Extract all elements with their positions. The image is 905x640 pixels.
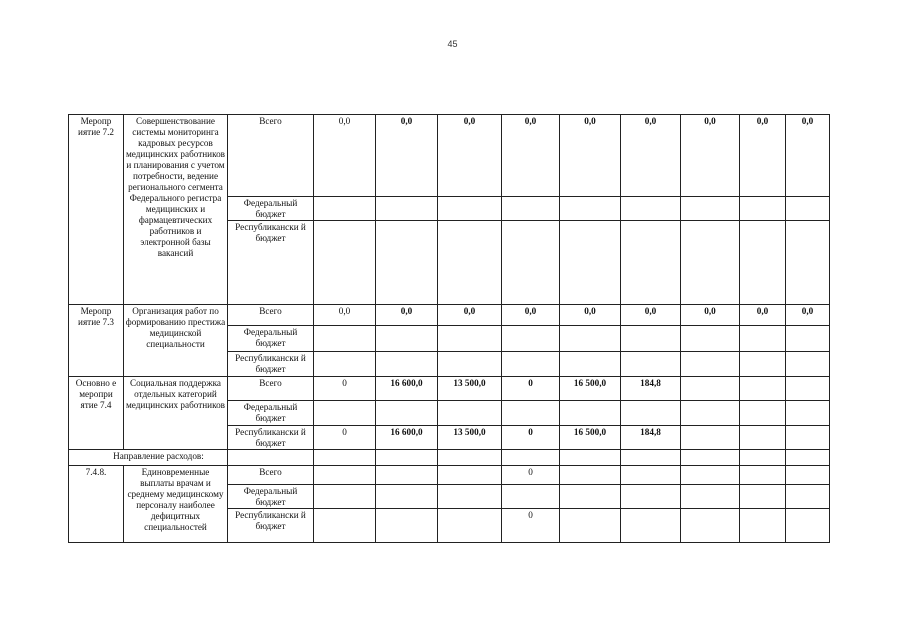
value-cell: 0: [502, 509, 560, 543]
value-cell: 184,8: [621, 377, 681, 401]
source-total: Всего: [228, 466, 314, 485]
source-republic: Республикански й бюджет: [228, 221, 314, 305]
row-code: 7.4.8.: [69, 466, 124, 543]
value-cell: 0: [502, 466, 560, 485]
value-cell: 0,0: [502, 305, 560, 326]
source-republic: Республикански й бюджет: [228, 509, 314, 543]
value-cell: 0,0: [681, 115, 740, 197]
value-cell: 0,0: [376, 115, 438, 197]
table-row: [69, 450, 830, 466]
value-cell: 0,0: [786, 305, 830, 326]
table-row: [69, 377, 830, 401]
value-cell: 0,0: [681, 305, 740, 326]
table-row: [69, 305, 830, 326]
value-cell: 0,0: [560, 115, 621, 197]
direction-label: Направление расходов:: [69, 450, 228, 466]
source-federal: Федеральный бюджет: [228, 485, 314, 509]
source-federal: Федеральный бюджет: [228, 197, 314, 221]
value-cell: 16 600,0: [376, 426, 438, 450]
value-cell: 0,0: [376, 305, 438, 326]
value-cell: 16 500,0: [560, 377, 621, 401]
value-cell: 184,8: [621, 426, 681, 450]
row-name: Единовременные выплаты врачам и среднему медицинскому персоналу наиболее дефицитных специальностей: [124, 466, 228, 543]
value-cell: 0,0: [438, 115, 502, 197]
value-cell: 13 500,0: [438, 377, 502, 401]
value-cell: 16 500,0: [560, 426, 621, 450]
value-cell: 0,0: [560, 305, 621, 326]
value-cell: 0: [314, 426, 376, 450]
value-cell: 0,0: [740, 115, 786, 197]
source-total: Всего: [228, 377, 314, 401]
row-name: Совершенствование системы мониторинга кадровых ресурсов медицинских работников и планирования с учетом потребности, ведение регионального сегмента Федерального регистра медицинских и фармацевтических работников и электронной базы вакансий: [124, 115, 228, 305]
row-code: Основно е меропри ятие 7.4: [69, 377, 124, 450]
value-cell: 0,0: [621, 305, 681, 326]
value-cell: 0: [502, 377, 560, 401]
source-federal: Федеральный бюджет: [228, 401, 314, 426]
value-cell: 13 500,0: [438, 426, 502, 450]
value-cell: 0: [314, 377, 376, 401]
value-cell: 0,0: [786, 115, 830, 197]
source-republic: Республикански й бюджет: [228, 426, 314, 450]
source-total: Всего: [228, 305, 314, 326]
table-row: [69, 466, 830, 485]
row-name: Организация работ по формированию престижа медицинской специальности: [124, 305, 228, 377]
value-cell: 0,0: [502, 115, 560, 197]
row-code: Меропр иятие 7.3: [69, 305, 124, 377]
budget-table: [68, 114, 830, 543]
source-republic: Республикански й бюджет: [228, 352, 314, 377]
value-cell: 0,0: [314, 115, 376, 197]
value-cell: 16 600,0: [376, 377, 438, 401]
value-cell: 0,0: [740, 305, 786, 326]
table-row: [69, 115, 830, 197]
source-total: Всего: [228, 115, 314, 197]
value-cell: 0,0: [314, 305, 376, 326]
value-cell: 0: [502, 426, 560, 450]
value-cell: 0,0: [621, 115, 681, 197]
page-number: 45: [447, 39, 458, 49]
source-federal: Федеральный бюджет: [228, 326, 314, 352]
row-name: Социальная поддержка отдельных категорий медицинских работников: [124, 377, 228, 450]
value-cell: 0,0: [438, 305, 502, 326]
row-code: Меропр иятие 7.2: [69, 115, 124, 305]
